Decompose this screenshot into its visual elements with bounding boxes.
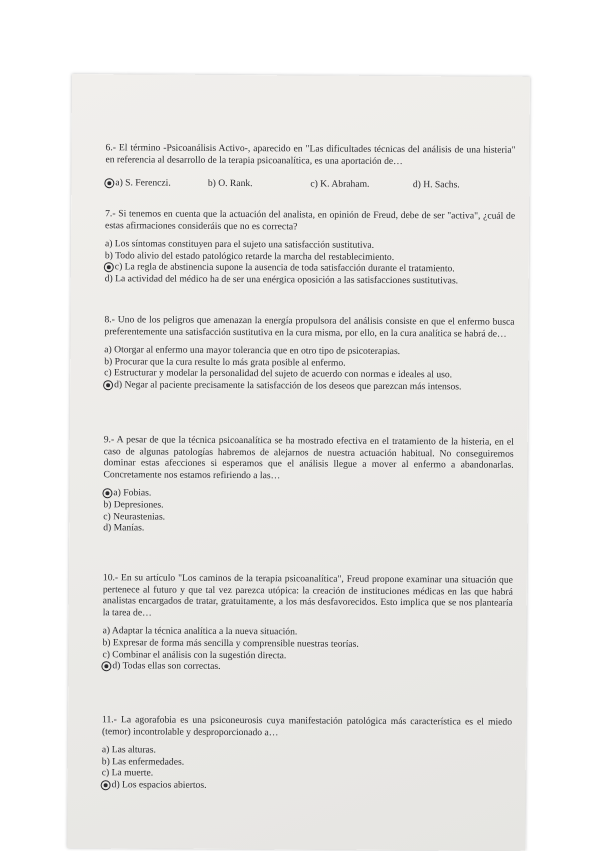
option-label: c) Combinar el análisis con la sugestión directa. [102, 648, 287, 661]
options-list [105, 177, 515, 191]
option-a[interactable] [105, 177, 208, 189]
option-label: b) O. Rank. [207, 178, 253, 190]
exam-sheet [67, 74, 530, 851]
question-text: 9.- A pesar de que la técnica psicoanalítica se ha mostrado efectiva en el tratamiento de la histeria, en el caso de algunas patologías habremos de alejarnos de nuestra actuación habitual. No conseguiremos dominar estas afecciones si esperamos que el análisis llegue a mover al enfermo a abandonarlas. Concretamente nos estamos refiriendo a las… [103, 434, 514, 482]
option-c[interactable] [310, 179, 413, 191]
options-list [102, 744, 512, 793]
option-label: b) Expresar de forma más sencilla y comprensible nuestras teorías. [102, 637, 359, 650]
option-label: c) Neurastenias. [103, 510, 166, 523]
option-label: c) La muerte. [101, 767, 154, 779]
question-10 [102, 572, 513, 674]
option-label: a) Los síntomas constituyen para el sujeto una satisfacción sustitutiva. [104, 238, 375, 252]
question-text: 8.- Uno de los peligros que amenazan la energía propulsora del análisis consiste en que el enfermo busca preferentemente una satisfacción sustitutiva en la cura misma, por ello, en la cura analítica se habrá de… [104, 314, 515, 340]
option-label: d) H. Sachs. [412, 179, 460, 191]
option-label: c) Estructurar y modelar la personalidad del sujeto de acuerdo con normas e ideales al uso. [104, 367, 453, 381]
question-9 [103, 434, 514, 536]
option-label: a) Adaptar la técnica analítica a la nueva situación. [102, 625, 298, 638]
option-label: d) Manías. [103, 522, 145, 534]
selected-circle-icon [102, 488, 112, 498]
options-list [102, 626, 512, 675]
option-label: a) S. Ferenczi. [115, 177, 171, 189]
selected-circle-icon [104, 262, 114, 272]
option-label: a) Otorgar al enfermo una mayor tolerancia que en otro tipo de psicoterapias. [104, 344, 401, 358]
option-label: b) Procurar que la cura resulte lo más grata posible al enfermo. [104, 355, 346, 369]
selected-circle-icon [101, 780, 111, 790]
question-6 [105, 142, 515, 191]
option-d[interactable] [102, 779, 512, 793]
option-d[interactable] [413, 179, 516, 191]
option-b[interactable] [208, 178, 311, 190]
options-list [105, 238, 515, 287]
selected-circle-icon [101, 661, 111, 671]
question-text: 10.- En su artículo "Los caminos de la terapia psicoanalítica", Freud propone examinar una situación que pertenece al futuro y que tal vez parezca utópica: la creación de instituciones médicas en las que habrá analistas encargados de tratar, gratuitamente, a los más desfavorecidos. Esto implica que se nos plantearía la tarea de… [102, 572, 513, 619]
option-label: d) Todas ellas son correctas. [112, 660, 221, 673]
option-label: d) La actividad del médico ha de ser una enérgica oposición a las satisfacciones sustitutivas. [104, 273, 459, 287]
option-label: d) Negar al paciente precisamente la satisfacción de los deseos que parezcan más intensos. [114, 379, 462, 393]
question-text: 11.- La agorafobia es una psiconeurosis cuya manifestación patológica más característica es el miedo (temor) incontrolable y desproporcionado a… [101, 714, 513, 738]
option-label: a) Fobias. [113, 487, 152, 499]
options-list [103, 488, 513, 537]
option-label: b) Depresiones. [103, 499, 164, 511]
question-text: 7.- Si tenemos en cuenta que la actuación del analista, en opinión de Freud, debe de ser "activa", ¿cuál de estas afirmaciones consideráis que no es correcta? [105, 208, 516, 232]
question-11 [102, 714, 512, 793]
selected-circle-icon [104, 178, 114, 188]
selected-circle-icon [103, 380, 113, 390]
options-list [104, 344, 514, 393]
question-7 [105, 208, 515, 287]
option-d[interactable] [102, 660, 512, 674]
question-text: 6.- El término -Psicoanálisis Activo-, aparecido en "Las dificultades técnicas del análisis de una histeria" en referencia al desarrollo de la terapia psicoanalítica, es una aportación de… [105, 142, 516, 167]
question-8 [104, 314, 514, 393]
option-label: d) Los espacios abiertos. [111, 779, 207, 791]
option-d[interactable] [104, 379, 514, 393]
option-label: b) Las enfermedades. [101, 755, 185, 768]
option-label: c) K. Abraham. [310, 178, 370, 191]
option-d[interactable] [105, 273, 515, 287]
option-label: c) La regla de abstinencia supone la ausencia de toda satisfacción durante el tratamiento. [114, 261, 455, 275]
option-label: b) Todo alivio del estado patológico retarde la marcha del restablecimiento. [104, 249, 395, 263]
option-d[interactable] [103, 522, 513, 536]
option-label: a) Las alturas. [101, 744, 156, 756]
